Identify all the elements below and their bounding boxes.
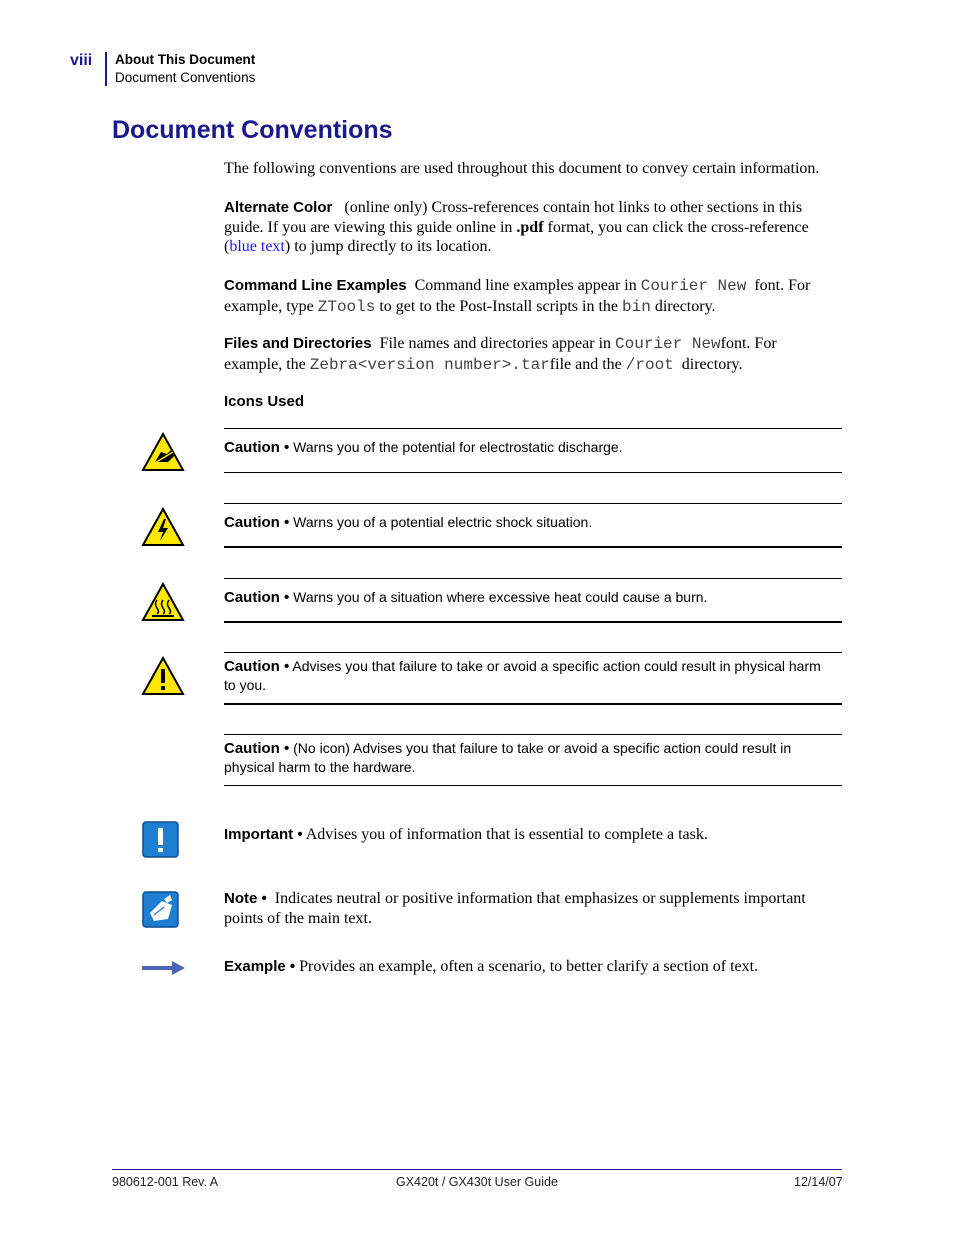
footer-date: 12/14/07 (794, 1175, 843, 1189)
example-text: Provides an example, often a scenario, to better clarify a section of text. (299, 958, 759, 975)
general-warning-icon (141, 656, 185, 696)
caution-hardware (224, 739, 836, 776)
example-label: Example • (224, 958, 296, 975)
caution-text: Warns you of the potential for electrostatic discharge. (293, 439, 623, 455)
caution-bottom-rule (224, 472, 842, 473)
blue-text-link[interactable]: blue text (229, 238, 285, 255)
caution-top-rule (224, 652, 842, 653)
footer-doc-number: 980612-001 Rev. A (112, 1175, 219, 1189)
note-paragraph (224, 889, 836, 928)
caution-label: Caution • (224, 514, 290, 531)
caution-general (224, 657, 836, 694)
courier-font-name: Courier New (640, 277, 747, 295)
pdf-label: .pdf (516, 218, 544, 236)
files-directories-text-2: font. For example, the (224, 335, 777, 373)
intro-paragraph: The following conventions are used throughout this document to convey certain information. (224, 160, 820, 177)
caution-bottom-rule (224, 703, 842, 705)
example-paragraph (224, 957, 836, 977)
header-section-title: About This Document (115, 52, 256, 67)
note-icon (142, 891, 179, 928)
caution-text: Warns you of a situation where excessive heat could cause a burn. (293, 589, 708, 605)
esd-caution-icon (141, 432, 185, 472)
caution-label: Caution • (224, 439, 290, 456)
caution-label: Caution • (224, 658, 290, 675)
alternate-color-paragraph (224, 198, 836, 257)
caution-label: Caution • (224, 740, 290, 757)
caution-label: Caution • (224, 589, 290, 606)
caution-esd (224, 438, 836, 457)
caution-top-rule (224, 734, 842, 735)
electric-shock-icon (141, 507, 185, 547)
files-directories-text-4: directory. (681, 355, 743, 373)
bin-code: bin (622, 297, 651, 316)
header-section-subtitle: Document Conventions (115, 70, 256, 85)
caution-shock (224, 513, 836, 532)
important-paragraph (224, 825, 836, 845)
command-line-text-1: Command line examples appear in (414, 277, 637, 294)
caution-text: Advises you that failure to take or avoid a specific action could result in physical harm to you. (224, 658, 821, 693)
important-text: Advises you of information that is essential to complete a task. (305, 826, 708, 843)
caution-bottom-rule (224, 785, 842, 786)
caution-text: Warns you of a potential electric shock situation. (293, 514, 593, 530)
caution-top-rule (224, 503, 842, 504)
note-text: Indicates neutral or positive information that emphasizes or supplements important points of the main text. (224, 890, 806, 927)
arrow-right-icon (142, 961, 186, 975)
alternate-color-text-2: format, you can click the cross-reference ( (224, 218, 809, 255)
tar-filename-code: Zebra<version number>.tar (309, 355, 550, 374)
header-divider (105, 52, 107, 86)
caution-top-rule (224, 428, 842, 429)
hot-surface-icon (141, 582, 185, 622)
important-label: Important • (224, 826, 303, 843)
alternate-color-label: Alternate Color (224, 199, 333, 216)
page-title: Document Conventions (112, 116, 393, 144)
page-number: viii (70, 52, 93, 69)
command-line-label: Command Line Examples (224, 277, 407, 294)
footer-guide-title: GX420t / GX430t User Guide (396, 1175, 558, 1189)
icons-used-heading: Icons Used (224, 393, 305, 410)
files-directories-text-3: file and the (549, 355, 622, 373)
command-line-text-3: to get to the Post-Install scripts in the (379, 297, 618, 315)
caution-bottom-rule (224, 621, 842, 623)
ztools-code: ZTools (317, 297, 376, 316)
courier-font-name-2: Courier New (615, 335, 721, 353)
command-line-paragraph (224, 276, 836, 317)
files-directories-paragraph (224, 334, 836, 375)
alternate-color-text-1: (online only) Cross-references contain hot links to other sections in this guide. If you are viewing this guide online in (224, 199, 803, 236)
root-dir-code: /root (625, 355, 674, 374)
command-line-text-2: font. For example, type (224, 277, 811, 315)
note-label: Note • (224, 890, 267, 907)
caution-hot (224, 588, 836, 607)
command-line-text-4: directory. (654, 297, 716, 315)
caution-bottom-rule (224, 546, 842, 548)
caution-text: (No icon) Advises you that failure to take or avoid a specific action could result in physical harm to the hardware. (224, 740, 792, 775)
files-directories-label: Files and Directories (224, 335, 372, 352)
caution-top-rule (224, 578, 842, 579)
files-directories-text-1: File names and directories appear in (379, 335, 612, 352)
alternate-color-text-3: ) to jump directly to its location. (284, 238, 492, 255)
footer-rule (112, 1169, 842, 1170)
important-icon (142, 821, 179, 858)
